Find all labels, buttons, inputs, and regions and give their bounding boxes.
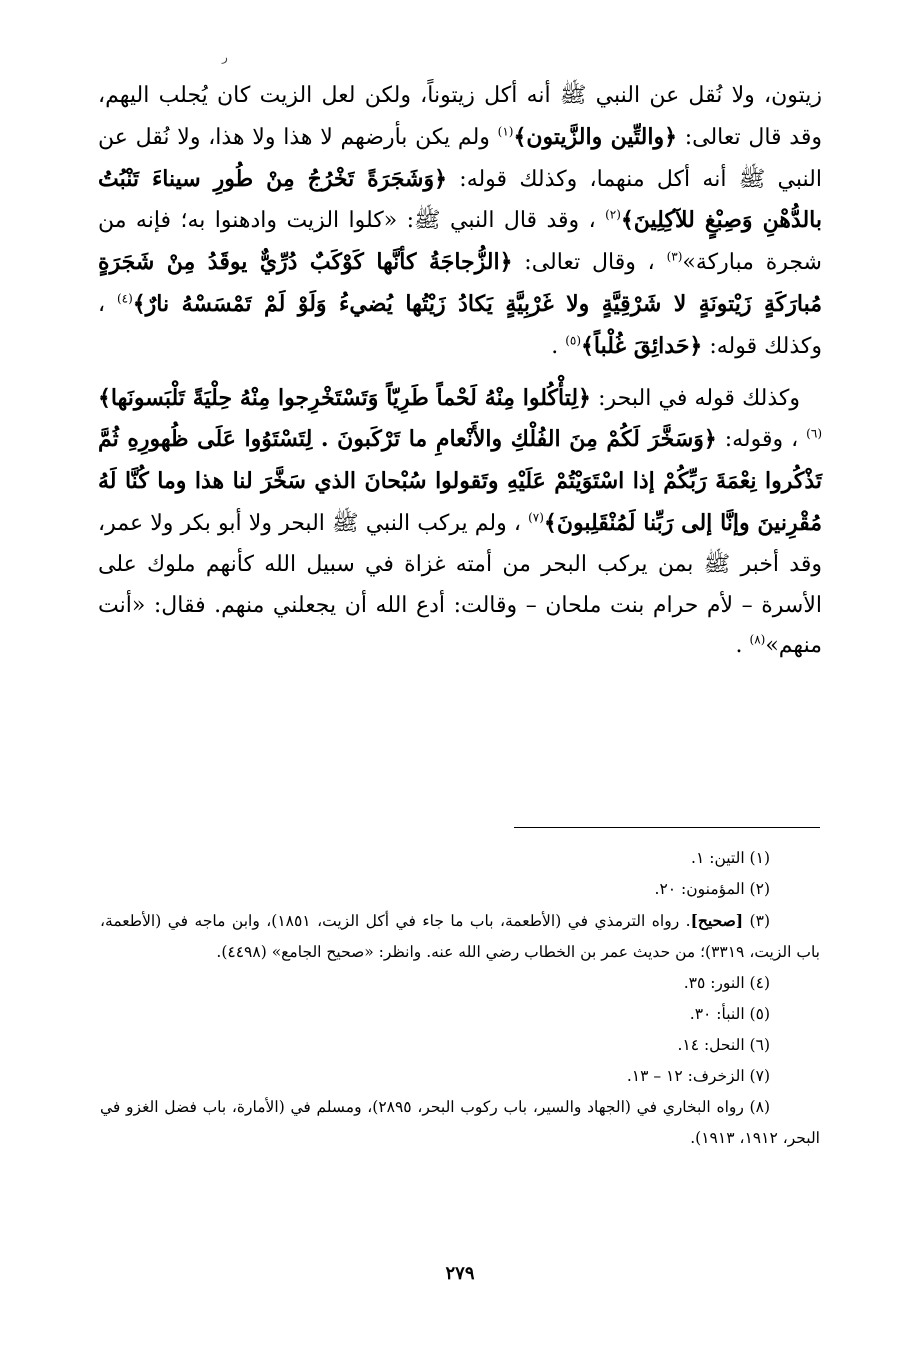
footnote-grade: [صحيح] <box>690 911 744 930</box>
para1-text: زيتون، ولا نُقل عن النبي ﷺ أنه أكل زيتوناً، ولكن لعل الزيت كان يُجلب اليهم، وقد قال تعالى: <box>98 83 822 150</box>
footnote-text: (٢) المؤمنون: ٢٠. <box>654 880 770 898</box>
para1-footnote-ref: (٢) <box>605 208 621 223</box>
stray-mark: ر <box>222 50 228 64</box>
footnote-8 <box>100 1092 820 1154</box>
para1-text: ، وكذلك قوله: <box>98 291 822 359</box>
para2-quran-verse: ﴿وَسَخَّرَ لَكُمْ مِنَ الفُلْكِ والأَنْعامِ ما تَرْكَبونَ . لِتَسْتَوُوا عَلَى ظُهورِهِ ثُمَّ تَذْكُروا نِعْمَةَ رَبِّكُمْ إذا اسْتَوَيْتُمْ عَلَيْهِ وتَقولوا سُبْحانَ الذي سَخَّرَ لنا هذا وما كُنَّا لَهُ مُقْرِنينَ وإنَّا إلى رَبِّنا لَمُنْقَلِبونَ﴾ <box>98 426 822 536</box>
para2-text: وكذلك قوله في البحر: <box>590 385 800 411</box>
para2-footnote-ref: (٨) <box>749 633 766 648</box>
para2-footnote-ref: (٦) <box>806 427 822 442</box>
para1-text: ، وقد قال النبي ﷺ: «كلوا الزيت وادهنوا به؛ فإنه من شجرة مباركة» <box>98 208 822 276</box>
para1-footnote-ref: (٣) <box>666 249 683 264</box>
para1-text: . <box>551 333 566 359</box>
para1-quran-verse: ﴿وَشَجَرَةً تَخْرُجُ مِنْ طُورِ سيناءَ تَنْبُتُ بالدُّهْنِ وَصِبْغٍ للآكِلِينَ﴾ <box>98 165 822 234</box>
footnote-text: . رواه الترمذي في (الأطعمة، باب ما جاء في أكل الزيت، ١٨٥١)، وابن ماجه في (الأطعمة، باب الزيت، ٣٣١٩)؛ من حديث عمر بن الخطاب رضي الله عنه. وانظر: «صحيح الجامع» (٤٤٩٨). <box>100 912 820 961</box>
footnote-3 <box>100 905 820 968</box>
para1-quran-verse: ﴿الزُّجاجَةُ كأنَّها كَوْكَبٌ دُرِّيٌّ يوقَدُ مِنْ شَجَرَةٍ مُبارَكَةٍ زَيْتونَةٍ لا شَرْقِيَّةٍ ولا غَرْبِيَّةٍ يَكادُ زَيْتُها يُضيءُ وَلَوْ لَمْ تَمْسَسْهُ نارٌ﴾ <box>98 249 822 317</box>
para1-text: ، وقال تعالى: <box>512 250 667 276</box>
paragraph-1 <box>98 76 822 368</box>
footnote-text: (٦) النحل: ١٤. <box>677 1036 770 1054</box>
footnote-text: (٥) النبأ: ٣٠. <box>689 1005 770 1023</box>
para2-text: ، ولم يركب النبي ﷺ البحر ولا أبو بكر ولا عمر، وقد أخبر ﷺ بمن يركب البحر من أمته غزاة في سبيل الله كأنهم ملوك على الأسرة – لأم حرام بنت ملحان – وقالت: أدع الله أن يجعلني منهم. فقال: «أنت منهم» <box>98 510 822 659</box>
footnote-7 <box>100 1061 820 1092</box>
footnote-text: (٨) رواه البخاري في (الجهاد والسير، باب ركوب البحر، ٢٨٩٥)، ومسلم في (الأمارة، باب فضل الغزو في البحر، ١٩١٢، ١٩١٣). <box>100 1098 820 1147</box>
footnote-6 <box>100 1030 820 1061</box>
page-number: ٢٧٩ <box>445 1263 475 1284</box>
footnote-4 <box>100 968 820 999</box>
footnotes <box>100 843 820 1154</box>
para1-quran-verse: ﴿والتِّين والزَّيتون﴾ <box>513 123 677 150</box>
para2-text: . <box>735 633 750 659</box>
para1-quran-verse: ﴿حَدائِقَ غُلْباً﴾ <box>581 332 703 359</box>
footnote-text: (٤) النور: ٣٥. <box>683 974 770 992</box>
footnote-text: (٣) <box>743 912 770 930</box>
footnote-separator <box>514 827 820 828</box>
footnote-text: (٧) الزخرف: ١٢ – ١٣. <box>626 1067 770 1085</box>
para1-text: ولم يكن بأرضهم لا هذا ولا هذا، ولا نُقل عن النبي ﷺ أنه أكل منهما، وكذلك قوله: <box>98 124 822 192</box>
para1-footnote-ref: (٤) <box>116 291 133 306</box>
para1-footnote-ref: (١) <box>497 124 514 139</box>
para1-footnote-ref: (٥) <box>565 333 582 348</box>
footnote-2 <box>100 874 820 905</box>
para2-quran-verse: ﴿لِتأْكُلوا مِنْهُ لَحْماً طَرِيّاً وَتَسْتَخْرِجوا مِنْهُ حِلْيَةً تَلْبَسونَها﴾ <box>98 384 591 411</box>
paragraph-2 <box>98 378 822 668</box>
para2-text: ، وقوله: <box>716 427 807 453</box>
para2-footnote-ref: (٧) <box>528 510 544 525</box>
footnote-text: (١) التين: ١. <box>691 849 770 867</box>
footnote-1 <box>100 843 820 874</box>
main-text <box>98 76 822 667</box>
footnote-5 <box>100 999 820 1030</box>
